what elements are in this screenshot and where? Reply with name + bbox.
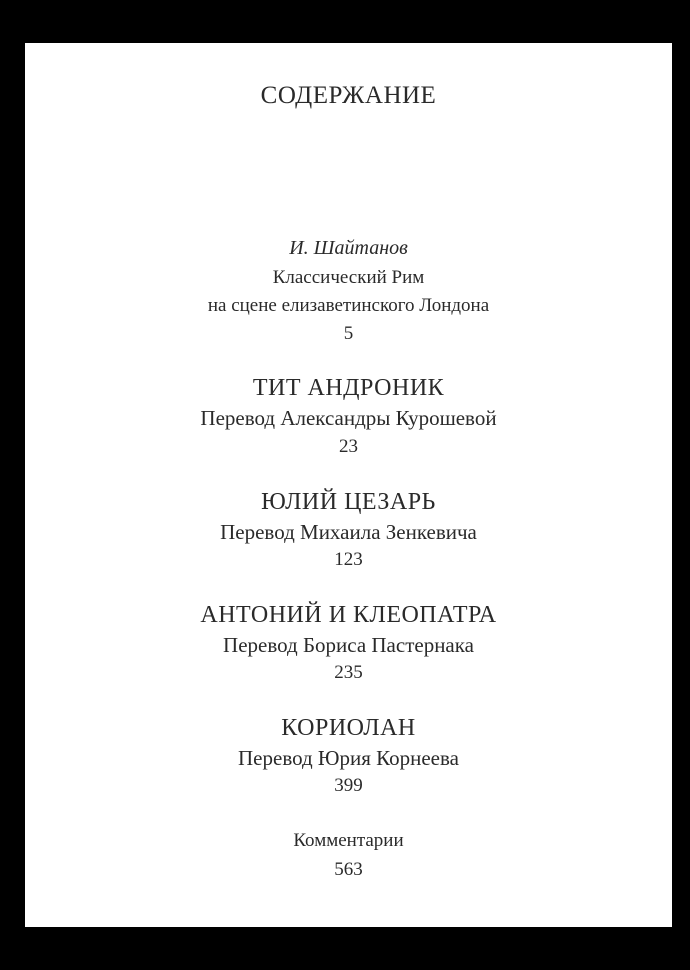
intro-author: И. Шайтанов <box>289 237 408 259</box>
entry-title-titus: ТИТ АНДРОНИК <box>252 375 445 401</box>
entry-translator-coriolanus: Перевод Юрия Корнеева <box>238 746 459 770</box>
entry-title-caesar: ЮЛИЙ ЦЕЗАРЬ <box>261 489 436 515</box>
book-page <box>25 43 672 927</box>
entry-translator-caesar: Перевод Михаила Зенкевича <box>220 520 477 544</box>
entry-page-caesar: 123 <box>334 549 363 570</box>
entry-translator-titus: Перевод Александры Курошевой <box>200 406 497 430</box>
entry-page-coriolanus: 399 <box>334 775 363 796</box>
commentary-title: Комментарии <box>293 830 404 851</box>
entry-title-antony: АНТОНИЙ И КЛЕОПАТРА <box>200 602 497 628</box>
intro-title-line2: на сцене елизаветинского Лондона <box>207 295 490 316</box>
commentary-page: 563 <box>334 859 363 880</box>
entry-page-titus: 23 <box>339 436 358 457</box>
intro-page-number: 5 <box>343 323 354 344</box>
entry-title-coriolanus: КОРИОЛАН <box>281 715 416 741</box>
contents-heading: СОДЕРЖАНИЕ <box>260 82 437 109</box>
entry-page-antony: 235 <box>334 662 363 683</box>
intro-title-line1: Классический Рим <box>272 267 425 288</box>
entry-translator-antony: Перевод Бориса Пастернака <box>223 633 474 657</box>
